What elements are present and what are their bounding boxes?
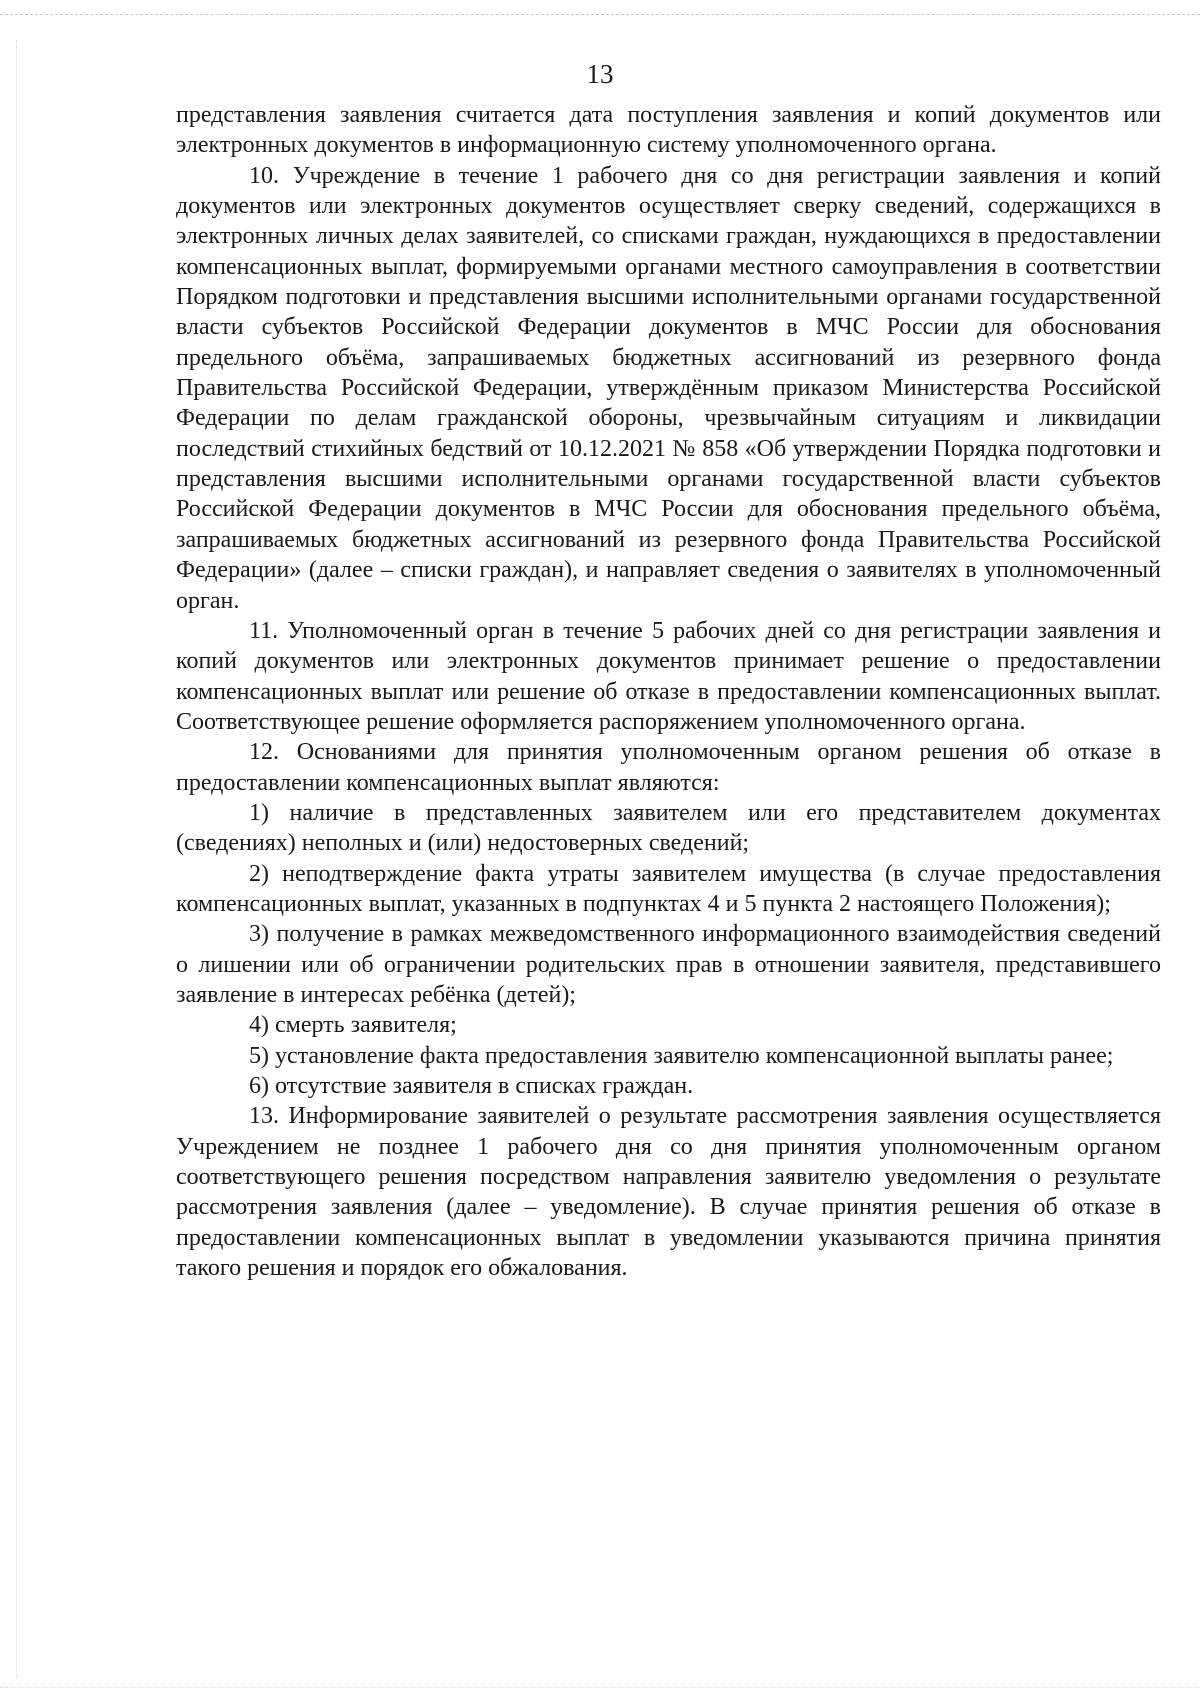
paragraph-10: 10. Учреждение в течение 1 рабочего дня со дня регистрации заявления и копий документов или электронных документов осуществляет сверку сведений, содержащихся в электронных личных делах заявителей, со списками граждан, нуждающихся в предоставлении компенсационных выплат, формируемыми органами местного самоуправления в соответствии Порядком подготовки и представления высшими исполнительными органами государственной власти субъектов Российской Федерации документов в МЧС России для обоснования предельного объёма, запрашиваемых бюджетных ассигнований из резервного фонда Правительства Российской Федерации, утверждённым приказом Министерства Российской Федерации по делам гражданской обороны, чрезвычайным ситуациям и ликвидации последствий стихийных бедствий от 10.12.2021 № 858 «Об утверждении Порядка подготовки и представления высшими исполнительными органами государственной власти субъектов Российской Федерации документов в МЧС России для обоснования предельного объёма, запрашиваемых бюджетных ассигнований из резервного фонда Правительства Российской Федерации» (далее – списки граждан), и направляет сведения о заявителях в уполномоченный орган. bbox=[176, 162, 1161, 614]
scan-bottom-edge bbox=[0, 1687, 1200, 1688]
list-item-12-5: 5) установление факта предоставления заявителю компенсационной выплаты ранее; bbox=[249, 1042, 1114, 1069]
list-item-12-1: 1) наличие в представленных заявителем или его представителем документах (сведениях) неполных и (или) недостоверных сведений; bbox=[176, 799, 1161, 857]
paragraph-continuation: представления заявления считается дата поступления заявления и копий документов или электронных документов в информационную систему уполномоченного органа. bbox=[176, 102, 1161, 159]
scan-top-edge bbox=[0, 14, 1200, 15]
page-number: 13 bbox=[586, 59, 614, 89]
scan-left-edge bbox=[16, 40, 17, 1678]
paragraph-11: 11. Уполномоченный орган в течение 5 рабочих дней со дня регистрации заявления и копий документов или электронных документов принимает решение о предоставлении компенсационных выплат или решение об отказе в предоставлении компенсационных выплат. Соответствующее решение оформляется распоряжением уполномоченного органа. bbox=[176, 617, 1161, 735]
list-item-12-3: 3) получение в рамках межведомственного информационного взаимодействия сведений о лишении или об ограничении родительских прав в отношении заявителя, представившего заявление в интересах ребёнка (детей); bbox=[176, 921, 1161, 1008]
paragraph-13: 13. Информирование заявителей о результате рассмотрения заявления осуществляется Учреждением не позднее 1 рабочего дня со дня принятия уполномоченным органом соответствующего решения посредством направления заявителю уведомления о результате рассмотрения заявления (далее – уведомление). В случае принятия решения об отказе в предоставлении компенсационных выплат в уведомлении указываются причина принятия такого решения и порядок его обжалования. bbox=[176, 1103, 1161, 1282]
list-item-12-4: 4) смерть заявителя; bbox=[249, 1012, 457, 1039]
document-body bbox=[176, 100, 1161, 1283]
list-item-12-2: 2) неподтверждение факта утраты заявителем имущества (в случае предоставления компенсационных выплат, указанных в подпунктах 4 и 5 пункта 2 настоящего Положения); bbox=[176, 860, 1161, 917]
list-item-12-6: 6) отсутствие заявителя в списках граждан. bbox=[249, 1073, 694, 1099]
paragraph-12: 12. Основаниями для принятия уполномоченным органом решения об отказе в предоставлении компенсационных выплат являются: bbox=[176, 739, 1161, 796]
